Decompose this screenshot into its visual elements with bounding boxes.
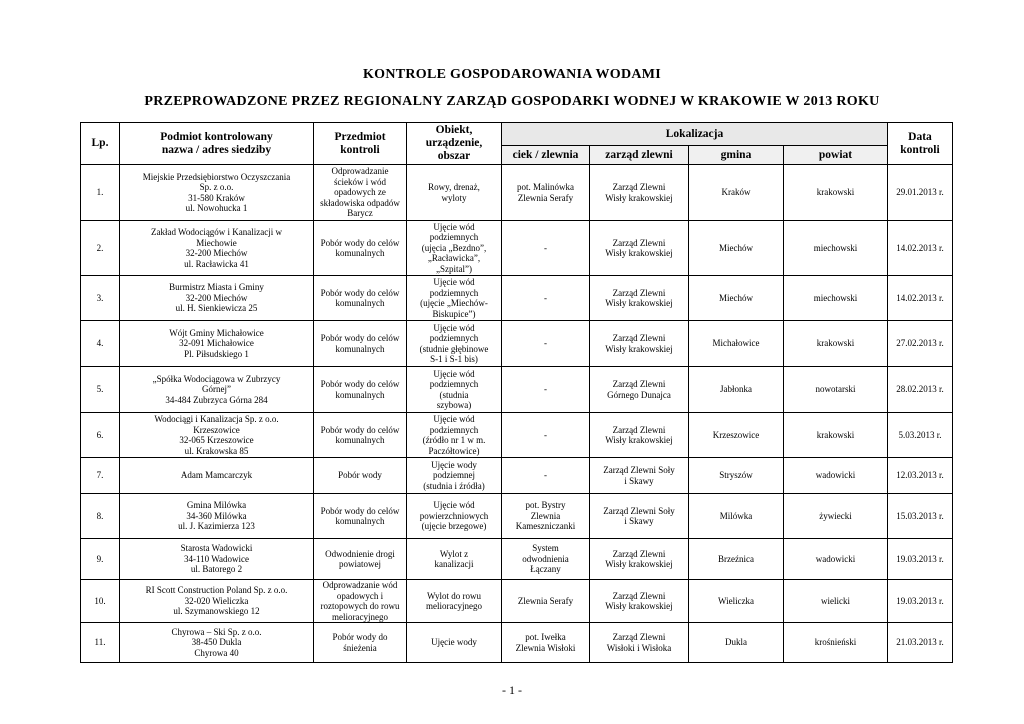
cell-lp: 4. (81, 321, 120, 367)
cell-przedmiot: Pobór wody do celów komunalnych (314, 367, 407, 413)
cell-podmiot: Gmina Milówka 34-360 Milówka ul. J. Kazimierza 123 (120, 494, 314, 539)
header-zarzad: zarząd zlewni (590, 146, 689, 165)
header-data: Data kontroli (888, 123, 953, 165)
cell-gmina: Kraków (689, 165, 784, 221)
cell-lp: 8. (81, 494, 120, 539)
cell-data: 27.02.2013 r. (888, 321, 953, 367)
document-subtitle: PRZEPROWADZONE PRZEZ REGIONALNY ZARZĄD GOSPODARKI WODNEJ W KRAKOWIE W 2013 ROKU (144, 94, 880, 109)
cell-podmiot: Wodociągi i Kanalizacja Sp. z o.o. Krzeszowice 32-065 Krzeszowice ul. Krakowska 85 (120, 413, 314, 458)
cell-powiat: miechowski (784, 221, 888, 276)
document-title: KONTROLE GOSPODAROWANIA WODAMI (362, 67, 662, 82)
cell-zarzad: Zarząd Zlewni Wisły krakowskiej (590, 413, 689, 458)
cell-podmiot: Chyrowa – Ski Sp. z o.o. 38-450 Dukla Chyrowa 40 (120, 623, 314, 663)
table-body (81, 165, 953, 663)
cell-podmiot: Adam Mamcarczyk (120, 458, 314, 494)
table-row (81, 413, 953, 458)
header-przedmiot: Przedmiot kontroli (314, 123, 407, 165)
header-lokalizacja: Lokalizacja (502, 123, 888, 146)
cell-ciek: pot. Iwełka Zlewnia Wisłoki (502, 623, 590, 663)
cell-gmina: Wieliczka (689, 580, 784, 623)
cell-ciek: pot. Malinówka Zlewnia Serafy (502, 165, 590, 221)
cell-zarzad: Zarząd Zlewni Górnego Dunajca (590, 367, 689, 413)
cell-obiekt: Ujęcie wód powierzchniowych (ujęcie brzegowe) (407, 494, 502, 539)
cell-data: 29.01.2013 r. (888, 165, 953, 221)
cell-zarzad: Zarząd Zlewni Soły i Skawy (590, 494, 689, 539)
cell-powiat: żywiecki (784, 494, 888, 539)
header-obiekt: Obiekt, urządzenie, obszar (407, 123, 502, 165)
page-number: - 1 - (502, 683, 522, 697)
cell-powiat: krośnieński (784, 623, 888, 663)
cell-zarzad: Zarząd Zlewni Wisły krakowskiej (590, 321, 689, 367)
cell-data: 19.03.2013 r. (888, 539, 953, 580)
cell-obiekt: Rowy, drenaż, wyloty (407, 165, 502, 221)
cell-gmina: Dukla (689, 623, 784, 663)
cell-powiat: wadowicki (784, 458, 888, 494)
cell-powiat: miechowski (784, 276, 888, 321)
table-row (81, 623, 953, 663)
cell-podmiot: RI Scott Construction Poland Sp. z o.o. 32-020 Wieliczka ul. Szymanowskiego 12 (120, 580, 314, 623)
cell-obiekt: Wylot z kanalizacji (407, 539, 502, 580)
cell-ciek: - (502, 276, 590, 321)
cell-data: 14.02.2013 r. (888, 221, 953, 276)
cell-lp: 9. (81, 539, 120, 580)
cell-ciek: - (502, 221, 590, 276)
header-powiat: powiat (784, 146, 888, 165)
cell-ciek: Zlewnia Serafy (502, 580, 590, 623)
cell-gmina: Miechów (689, 276, 784, 321)
cell-lp: 5. (81, 367, 120, 413)
cell-ciek: - (502, 458, 590, 494)
table-row (81, 221, 953, 276)
cell-obiekt: Ujęcie wód podziemnych (ujęcie „Miechów- Biskupice”) (407, 276, 502, 321)
header-gmina: gmina (689, 146, 784, 165)
cell-lp: 10. (81, 580, 120, 623)
cell-data: 19.03.2013 r. (888, 580, 953, 623)
table-row (81, 458, 953, 494)
cell-gmina: Stryszów (689, 458, 784, 494)
cell-podmiot: Miejskie Przedsiębiorstwo Oczyszczania Sp. z o.o. 31-580 Kraków ul. Nowohucka 1 (120, 165, 314, 221)
inspections-table (80, 122, 953, 663)
cell-zarzad: Zarząd Zlewni Wisły krakowskiej (590, 580, 689, 623)
cell-obiekt: Ujęcie wód podziemnych (źródło nr 1 w m. Paczółtowice) (407, 413, 502, 458)
table-row (81, 539, 953, 580)
cell-przedmiot: Pobór wody do celów komunalnych (314, 276, 407, 321)
cell-podmiot: Zakład Wodociągów i Kanalizacji w Miechowie 32-200 Miechów ul. Racławicka 41 (120, 221, 314, 276)
cell-ciek: System odwodnienia Łączany (502, 539, 590, 580)
cell-przedmiot: Odprowadzanie wód opadowych i roztopowych do rowu melioracyjnego (314, 580, 407, 623)
cell-obiekt: Ujęcie wody (407, 623, 502, 663)
cell-gmina: Michałowice (689, 321, 784, 367)
cell-przedmiot: Odwodnienie drogi powiatowej (314, 539, 407, 580)
cell-przedmiot: Pobór wody do celów komunalnych (314, 321, 407, 367)
header-lp: Lp. (81, 123, 120, 165)
cell-obiekt: Ujęcie wód podziemnych (ujęcia „Bezdno”, „Racławicka”, „Szpital”) (407, 221, 502, 276)
cell-podmiot: Wójt Gminy Michałowice 32-091 Michałowice Pl. Piłsudskiego 1 (120, 321, 314, 367)
cell-lp: 1. (81, 165, 120, 221)
cell-data: 21.03.2013 r. (888, 623, 953, 663)
cell-powiat: nowotarski (784, 367, 888, 413)
cell-powiat: krakowski (784, 413, 888, 458)
table-row (81, 321, 953, 367)
cell-gmina: Miechów (689, 221, 784, 276)
table-row (81, 276, 953, 321)
cell-lp: 3. (81, 276, 120, 321)
cell-data: 28.02.2013 r. (888, 367, 953, 413)
header-podmiot: Podmiot kontrolowany nazwa / adres siedziby (120, 123, 314, 165)
cell-gmina: Milówka (689, 494, 784, 539)
cell-lp: 11. (81, 623, 120, 663)
cell-ciek: - (502, 367, 590, 413)
cell-powiat: wadowicki (784, 539, 888, 580)
cell-obiekt: Ujęcie wody podziemnej (studnia i źródła) (407, 458, 502, 494)
cell-gmina: Krzeszowice (689, 413, 784, 458)
cell-przedmiot: Pobór wody (314, 458, 407, 494)
cell-zarzad: Zarząd Zlewni Wisły krakowskiej (590, 539, 689, 580)
cell-ciek: - (502, 413, 590, 458)
cell-obiekt: Ujęcie wód podziemnych (studnie głębinowe S-1 i S-1 bis) (407, 321, 502, 367)
cell-przedmiot: Pobór wody do celów komunalnych (314, 413, 407, 458)
cell-powiat: wielicki (784, 580, 888, 623)
cell-obiekt: Wylot do rowu melioracyjnego (407, 580, 502, 623)
cell-lp: 7. (81, 458, 120, 494)
cell-zarzad: Zarząd Zlewni Soły i Skawy (590, 458, 689, 494)
table-row (81, 165, 953, 221)
cell-przedmiot: Odprowadzanie ścieków i wód opadowych ze składowiska odpadów Barycz (314, 165, 407, 221)
cell-przedmiot: Pobór wody do celów komunalnych (314, 494, 407, 539)
cell-data: 14.02.2013 r. (888, 276, 953, 321)
cell-ciek: pot. Bystry Zlewnia Kameszniczanki (502, 494, 590, 539)
header-ciek: ciek / zlewnia (502, 146, 590, 165)
cell-zarzad: Zarząd Zlewni Wisły krakowskiej (590, 221, 689, 276)
cell-ciek: - (502, 321, 590, 367)
cell-lp: 2. (81, 221, 120, 276)
cell-podmiot: „Spółka Wodociągowa w Zubrzycy Górnej” 34-484 Zubrzyca Górna 284 (120, 367, 314, 413)
cell-obiekt: Ujęcie wód podziemnych (studnia szybowa) (407, 367, 502, 413)
cell-powiat: krakowski (784, 321, 888, 367)
cell-podmiot: Starosta Wadowicki 34-110 Wadowice ul. Batorego 2 (120, 539, 314, 580)
cell-data: 5.03.2013 r. (888, 413, 953, 458)
cell-zarzad: Zarząd Zlewni Wisły krakowskiej (590, 165, 689, 221)
cell-zarzad: Zarząd Zlewni Wisły krakowskiej (590, 276, 689, 321)
cell-lp: 6. (81, 413, 120, 458)
cell-przedmiot: Pobór wody do celów komunalnych (314, 221, 407, 276)
cell-podmiot: Burmistrz Miasta i Gminy 32-200 Miechów ul. H. Sienkiewicza 25 (120, 276, 314, 321)
cell-powiat: krakowski (784, 165, 888, 221)
cell-zarzad: Zarząd Zlewni Wisłoki i Wisłoka (590, 623, 689, 663)
cell-data: 12.03.2013 r. (888, 458, 953, 494)
cell-przedmiot: Pobór wody do śnieżenia (314, 623, 407, 663)
cell-data: 15.03.2013 r. (888, 494, 953, 539)
table-row (81, 580, 953, 623)
cell-gmina: Jabłonka (689, 367, 784, 413)
cell-gmina: Brzeźnica (689, 539, 784, 580)
table-row (81, 494, 953, 539)
table-row (81, 367, 953, 413)
